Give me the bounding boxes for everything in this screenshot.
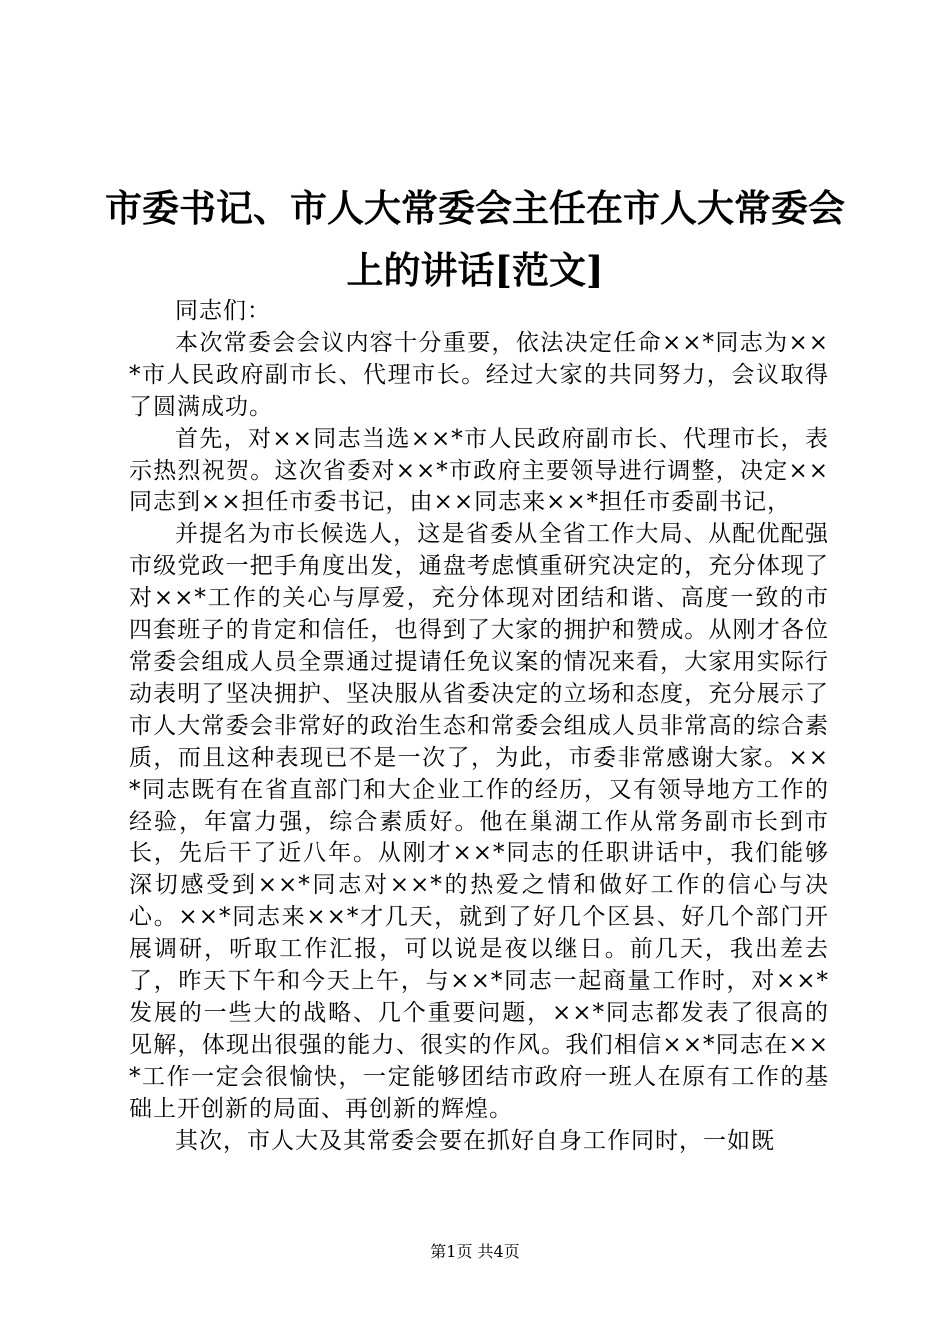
paragraph-3: 并提名为市长候选人，这是省委从全省工作大局、从配优配强市级党政一把手角度出发，通盘考虑慎重研究决定的，充分体现了对××*工作的关心与厚爱，充分体现对团结和谐、高度一致的市四套班子的肯定和信任，也得到了大家的拥护和赞成。从刚才各位常委会组成人员全票通过提请任免议案的情况来看，大家用实际行动表明了坚决拥护、坚决服从省委决定的立场和态度，充分展示了市人大常委会非常好的政治生态和常委会组成人员非常高的综合素质，而且这种表现已不是一次了，为此，市委非常感谢大家。××*同志既有在省直部门和大企业工作的经历，又有领导地方工作的经验，年富力强，综合素质好。他在巢湖工作从常务副市长到市长，先后干了近八年。从刚才××*同志的任职讲话中，我们能够深切感受到××*同志对××*的热爱之情和做好工作的信心与决心。××*同志来××*才几天，就到了好几个区县、好几个部门开展调研，听取工作汇报，可以说是夜以继日。前几天，我出差去了，昨天下午和今天上午，与××*同志一起商量工作时，对××*发展的一些大的战略、几个重要问题，××*同志都发表了很高的见解，体现出很强的能力、很实的作风。我们相信××*同志在××*工作一定会很愉快，一定能够团结市政府一班人在原有工作的基础上开创新的局面、再创新的辉煌。 (129, 521, 829, 1122)
document-body (129, 296, 829, 1157)
paragraph-4: 其次，市人大及其常委会要在抓好自身工作同时，一如既 (175, 1127, 775, 1154)
page-number-footer: 第1页 共4页 (430, 1242, 520, 1261)
document-title-line-1: 市委书记、市人大常委会主任在市人大常委会 (105, 186, 845, 230)
paragraph-2: 首先，对××同志当选××*市人民政府副市长、代理市长，表示热烈祝贺。这次省委对××*市政府主要领导进行调整，决定××同志到××担任市委书记，由××同志来××*担任市委副书记， (129, 425, 829, 516)
paragraph-1: 本次常委会会议内容十分重要，依法决定任命××*同志为××*市人民政府副市长、代理市长。经过大家的共同努力，会议取得了圆满成功。 (129, 329, 829, 420)
document-title-line-2: 上的讲话[范文] (346, 248, 604, 292)
salutation: 同志们： (175, 298, 271, 324)
